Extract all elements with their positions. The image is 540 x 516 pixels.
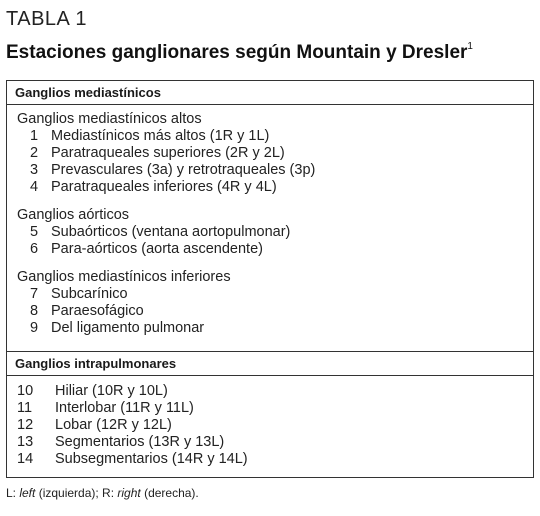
table-row: [17, 383, 168, 399]
table-row: [17, 320, 204, 336]
lymph-node-table: [6, 80, 534, 478]
station-name: Paratraqueales inferiores (4R y 4L): [51, 179, 277, 195]
footnote-l-desc: (izquierda); R:: [35, 486, 118, 500]
station-name: Interlobar (11R y 11L): [55, 400, 194, 416]
table-row: [17, 286, 128, 302]
station-number: 8: [29, 303, 39, 319]
footnote: [6, 486, 199, 500]
table-title: [6, 42, 473, 64]
table-title-text: Estaciones ganglionares según Mountain y Dresler: [6, 42, 468, 63]
station-name: Subsegmentarios (14R y 14L): [55, 451, 248, 467]
station-number: 10: [17, 383, 34, 399]
table-row: [17, 162, 315, 178]
station-number: 13: [17, 434, 34, 450]
section-header-mediastinal: Ganglios mediastínicos: [7, 81, 533, 105]
station-name: Paratraqueales superiores (2R y 2L): [51, 145, 285, 161]
station-number: 7: [29, 286, 39, 302]
station-number: 3: [29, 162, 39, 178]
station-number: 4: [29, 179, 39, 195]
table-row: [17, 451, 248, 467]
station-name: Prevasculares (3a) y retrotraqueales (3p): [51, 162, 316, 178]
table-row: [17, 303, 144, 319]
table-label: TABLA 1: [6, 8, 87, 30]
station-name: Mediastínicos más altos (1R y 1L): [51, 128, 270, 144]
section-header-intrapulmonary: Ganglios intrapulmonares: [7, 351, 533, 376]
group-title-upper-mediastinal: Ganglios mediastínicos altos: [17, 111, 202, 127]
table-row: [17, 434, 224, 450]
group-title-lower-mediastinal: Ganglios mediastínicos inferiores: [17, 269, 231, 285]
footnote-right-term: right: [117, 486, 141, 500]
table-row: [17, 179, 277, 195]
station-name: Subaórticos (ventana aortopulmonar): [51, 224, 291, 240]
footnote-r-desc: (derecha).: [140, 486, 199, 500]
station-number: 2: [29, 145, 39, 161]
station-name: Lobar (12R y 12L): [55, 417, 172, 433]
station-name: Hiliar (10R y 10L): [55, 383, 168, 399]
table-row: [17, 145, 285, 161]
group-title-aortic: Ganglios aórticos: [17, 207, 130, 223]
table-row: [17, 417, 172, 433]
station-number: 6: [29, 241, 39, 257]
footnote-left-term: left: [19, 486, 36, 500]
station-name: Para-aórticos (aorta ascendente): [51, 241, 263, 257]
station-number: 12: [17, 417, 34, 433]
station-number: 5: [29, 224, 39, 240]
table-row: [17, 400, 194, 416]
station-name: Segmentarios (13R y 13L): [55, 434, 225, 450]
table-row: [17, 224, 290, 240]
station-name: Subcarínico: [51, 286, 128, 302]
station-number: 1: [29, 128, 39, 144]
station-number: 11: [17, 400, 33, 416]
station-name: Del ligamento pulmonar: [51, 320, 205, 336]
footnote-l-key: L:: [6, 486, 20, 500]
station-name: Paraesofágico: [51, 303, 144, 319]
title-reference: 1: [467, 41, 473, 52]
station-number: 14: [17, 451, 34, 467]
table-row: [17, 241, 263, 257]
table-row: [17, 128, 269, 144]
station-number: 9: [29, 320, 39, 336]
